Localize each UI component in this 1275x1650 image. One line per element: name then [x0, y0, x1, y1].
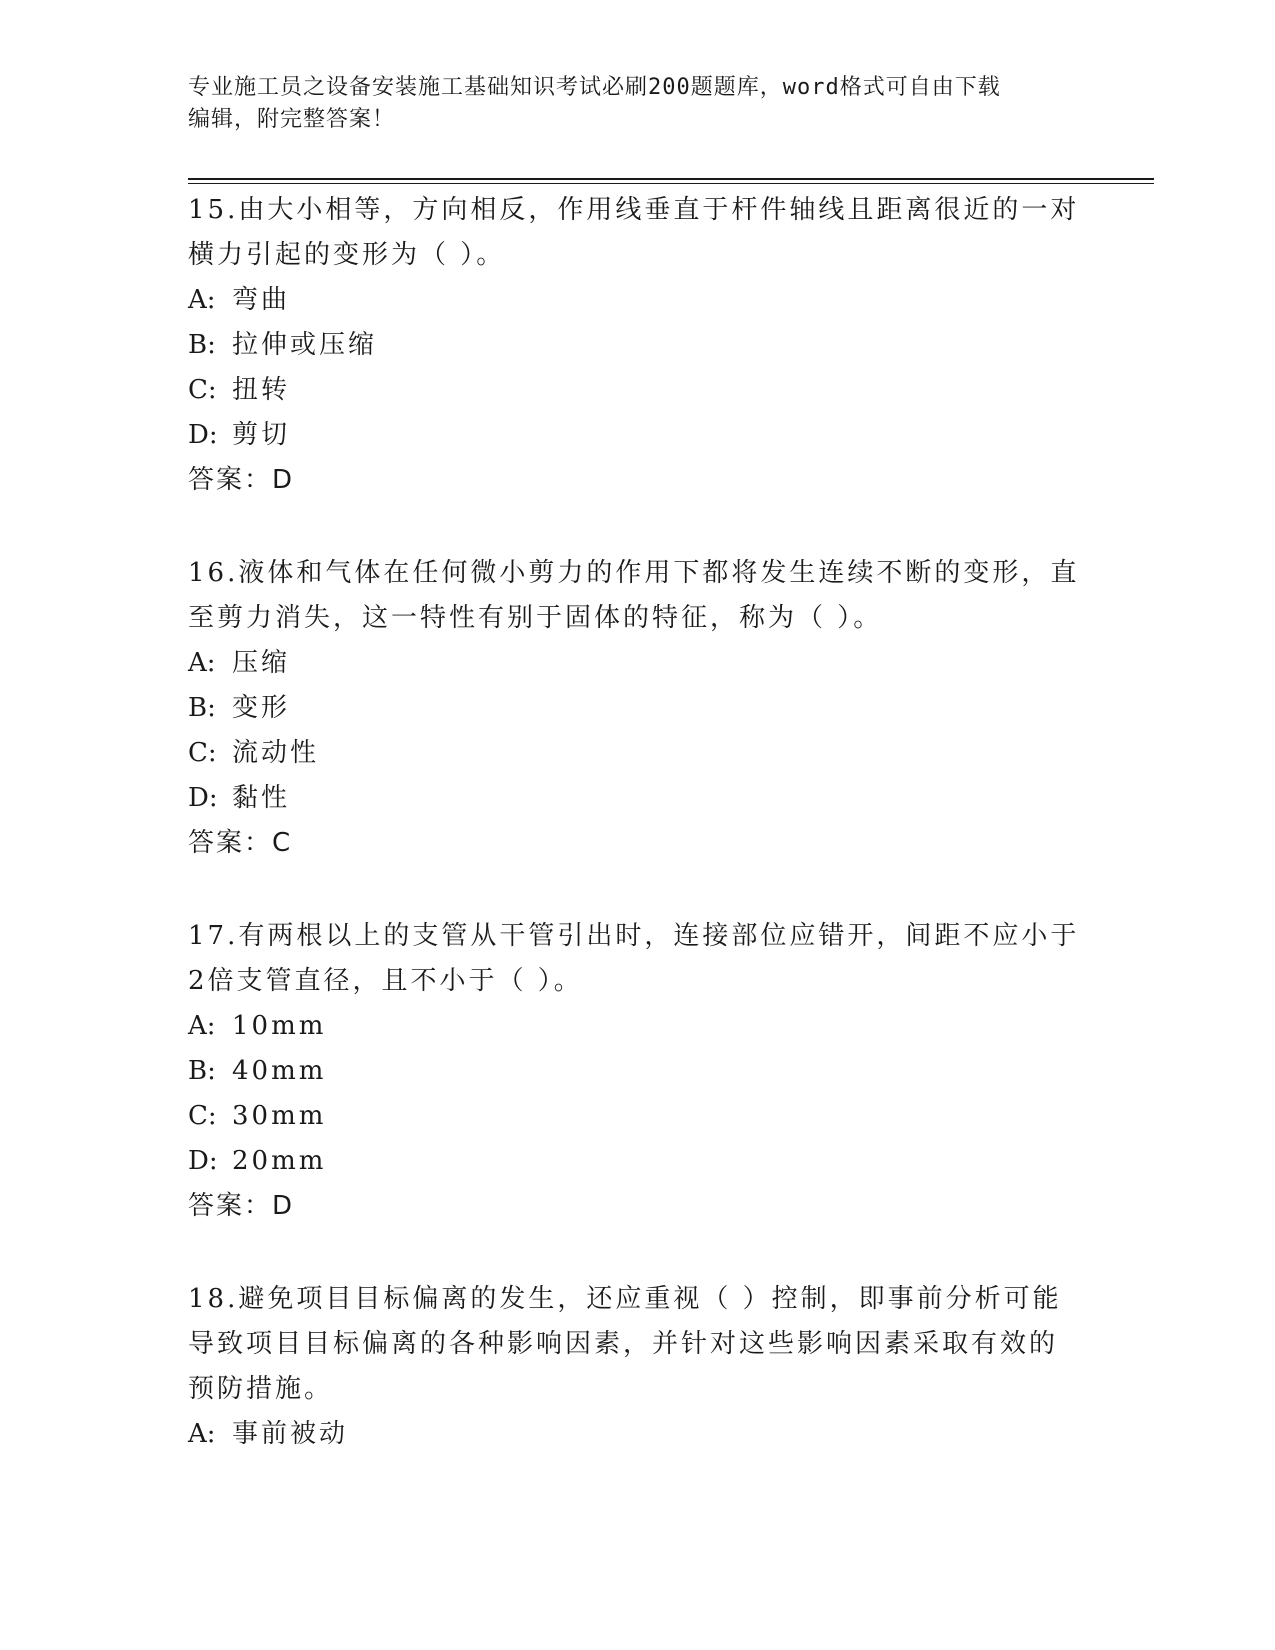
option-text: 黏性 — [232, 783, 291, 813]
question-stem-line: 15.由大小相等，方向相反，作用线垂直于杆件轴线且距离很近的一对 — [188, 195, 1080, 225]
option-text: 20mm — [232, 1146, 327, 1176]
header-line-1: 专业施工员之设备安装施工基础知识考试必刷200题题库，word格式可自由下载 — [188, 75, 1001, 100]
question-stem-line: 至剪力消失，这一特性有别于固体的特征，称为（ ）。 — [188, 603, 883, 633]
question-stem-line: 2倍支管直径，且不小于（ ）。 — [188, 966, 583, 996]
question-17 — [188, 914, 1088, 1229]
answer-line: 答案：D — [188, 465, 295, 495]
option-c — [188, 1094, 1088, 1139]
option-text: 变形 — [232, 693, 291, 723]
option-d — [188, 1139, 1088, 1184]
option-text: 10mm — [232, 1011, 327, 1041]
option-text: 扭转 — [232, 375, 291, 405]
option-b — [188, 686, 1088, 731]
option-letter: B: — [188, 693, 216, 723]
option-text: 30mm — [232, 1101, 327, 1131]
option-letter: B: — [188, 330, 216, 360]
option-text: 弯曲 — [232, 285, 291, 315]
option-b — [188, 1049, 1088, 1094]
option-a — [188, 1412, 1088, 1457]
option-letter: B: — [188, 1056, 216, 1086]
header-divider-top — [188, 178, 1154, 180]
option-letter: C: — [188, 375, 217, 405]
option-text: 压缩 — [232, 648, 291, 678]
option-text: 事前被动 — [232, 1419, 349, 1449]
option-text: 剪切 — [232, 420, 291, 450]
header-line-2: 编辑，附完整答案！ — [188, 107, 396, 132]
option-letter: C: — [188, 1101, 217, 1131]
header-divider-bottom — [188, 183, 1154, 184]
option-letter: D: — [188, 420, 218, 450]
question-15 — [188, 188, 1088, 503]
option-letter: A: — [188, 648, 216, 678]
document-header — [188, 72, 1068, 136]
question-stem-line: 18.避免项目目标偏离的发生，还应重视（ ）控制，即事前分析可能 — [188, 1284, 1062, 1314]
option-letter: C: — [188, 738, 217, 768]
option-letter: A: — [188, 285, 216, 315]
question-16 — [188, 551, 1088, 866]
question-18 — [188, 1277, 1088, 1457]
question-stem-line: 横力引起的变形为（ ）。 — [188, 240, 506, 270]
option-c — [188, 731, 1088, 776]
option-a — [188, 278, 1088, 323]
option-letter: A: — [188, 1011, 216, 1041]
answer-line: 答案：D — [188, 1191, 295, 1221]
question-stem-line: 预防措施。 — [188, 1374, 334, 1404]
option-text: 拉伸或压缩 — [232, 330, 378, 360]
option-a — [188, 641, 1088, 686]
option-d — [188, 776, 1088, 821]
option-letter: D: — [188, 1146, 218, 1176]
option-letter: D: — [188, 783, 218, 813]
option-text: 流动性 — [232, 738, 320, 768]
option-d — [188, 413, 1088, 458]
option-c — [188, 368, 1088, 413]
question-stem-line: 导致项目目标偏离的各种影响因素，并针对这些影响因素采取有效的 — [188, 1329, 1059, 1359]
option-text: 40mm — [232, 1056, 327, 1086]
option-a — [188, 1004, 1088, 1049]
option-letter: A: — [188, 1419, 216, 1449]
option-b — [188, 323, 1088, 368]
question-stem-line: 16.液体和气体在任何微小剪力的作用下都将发生连续不断的变形，直 — [188, 558, 1080, 588]
answer-line: 答案：C — [188, 828, 293, 858]
question-stem-line: 17.有两根以上的支管从干管引出时，连接部位应错开，间距不应小于 — [188, 921, 1080, 951]
